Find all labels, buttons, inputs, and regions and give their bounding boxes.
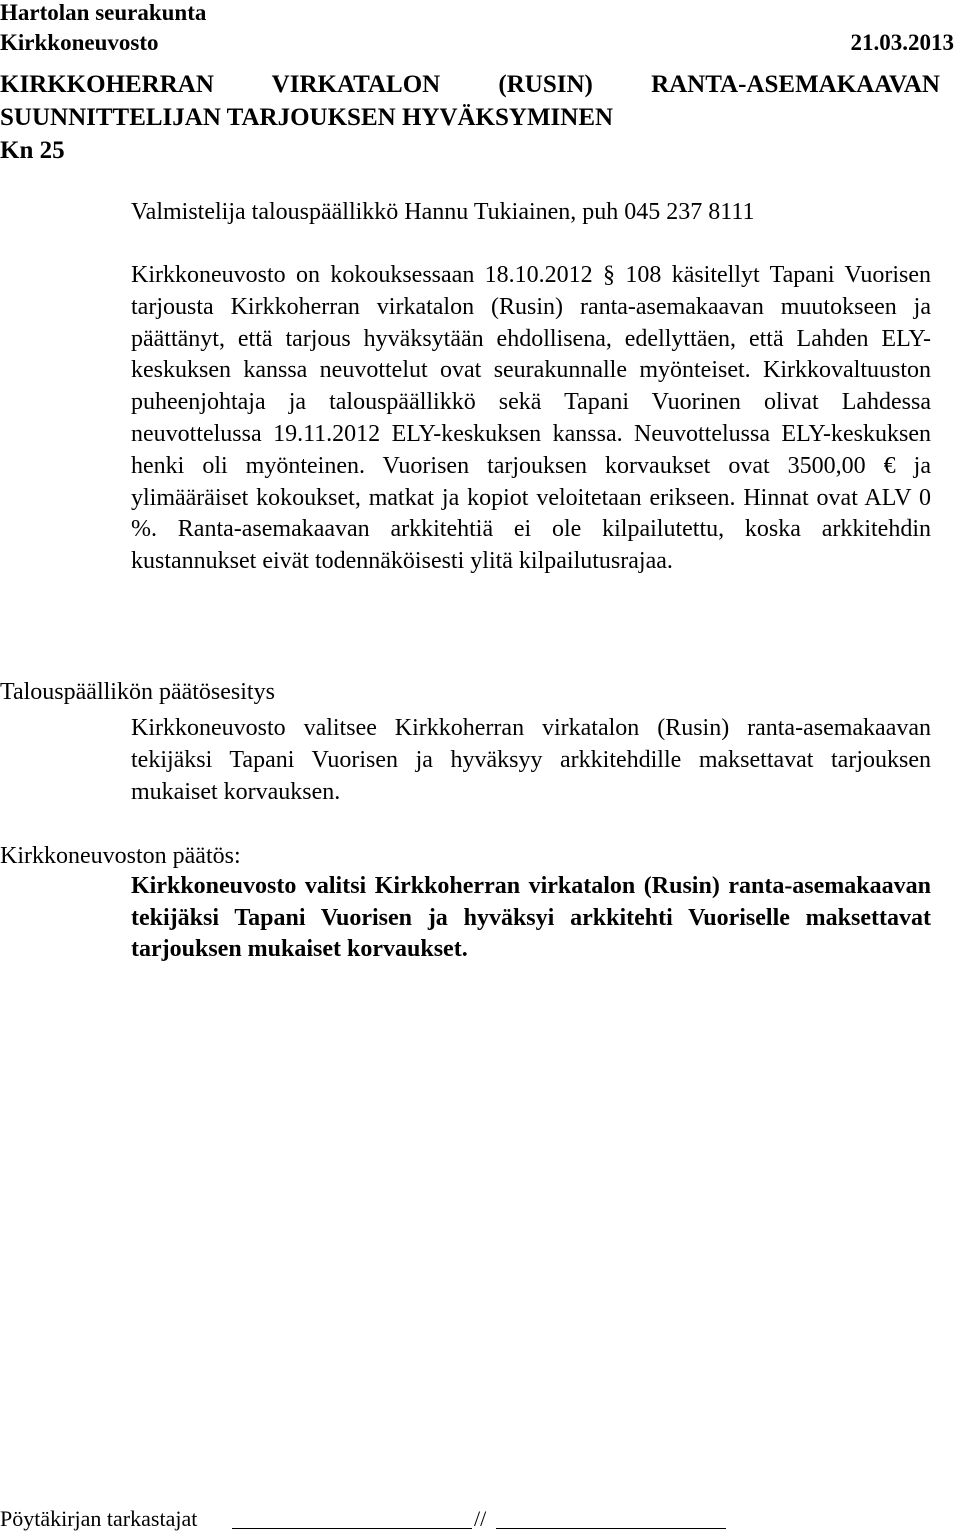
background-paragraph: Kirkkoneuvosto on kokouksessaan 18.10.2012 § 108 käsitellyt Tapani Vuorisen tarjousta Kirkkoherran virkatalon (Rusin) ranta-asemakaavan muutokseen ja päättänyt, että tarjous hyväksytään ehdollisena, edellyttäen, että Lahden ELY-keskuksen kanssa neuvottelut ovat seurakunnalle myönteiset. Kirkkovaltuuston puheenjohtaja ja talouspäällikkö sekä Tapani Vuorinen olivat Lahdessa neuvottelussa 19.11.2012 ELY-keskuksen kanssa. Neuvottelussa ELY-keskuksen henki oli myönteinen. Vuorisen tarjouksen korvaukset ovat 3500,00 € ja ylimääräiset kokoukset, matkat ja kopiot veloitetaan erikseen. Hinnat ovat ALV 0 %. Ranta-asemakaavan arkkitehtiä ei ole kilpailutettu, koska arkkitehdin kustannukset eivät todennäköisesti ylitä kilpailutusrajaa.	[131, 262, 931, 575]
body-name: Kirkkoneuvosto	[0, 30, 159, 55]
footer-signatures	[0, 1506, 960, 1532]
reviewers-label: Pöytäkirjan tarkastajat	[0, 1506, 198, 1531]
item-title-line-1: KIRKKOHERRAN VIRKATALON (RUSIN) RANTA-ASEMAKAAVAN	[0, 71, 940, 98]
organization-name: Hartolan seurakunta	[0, 0, 207, 25]
header-organization-line	[0, 0, 960, 26]
decision-heading: Kirkkoneuvoston päätös:	[0, 843, 241, 869]
signature-separator: //	[474, 1506, 487, 1531]
signature-line-1	[232, 1528, 472, 1529]
header-body-line	[0, 30, 960, 56]
decision-text: Kirkkoneuvosto valitsi Kirkkoherran virkatalon (Rusin) ranta-asemakaavan tekijäksi Tapani Vuorisen ja hyväksyi arkkitehti Vuoriselle maksettavat tarjouksen mukaiset korvaukset.	[131, 873, 931, 962]
signature-line-2	[496, 1528, 726, 1529]
proposal-heading: Talouspäällikön päätösesitys	[0, 679, 275, 705]
preparer-line: Valmistelija talouspäällikkö Hannu Tukiainen, puh 045 237 8111	[131, 199, 755, 225]
item-title-line-2: SUUNNITTELIJAN TARJOUKSEN HYVÄKSYMINEN	[0, 104, 614, 131]
item-number: Kn 25	[0, 137, 65, 164]
proposal-text: Kirkkoneuvosto valitsee Kirkkoherran virkatalon (Rusin) ranta-asemakaavan tekijäksi Tapani Vuorisen ja hyväksyy arkkitehdille maksettavat tarjouksen mukaiset korvauksen.	[131, 715, 931, 805]
document-date: 21.03.2013	[850, 30, 954, 55]
